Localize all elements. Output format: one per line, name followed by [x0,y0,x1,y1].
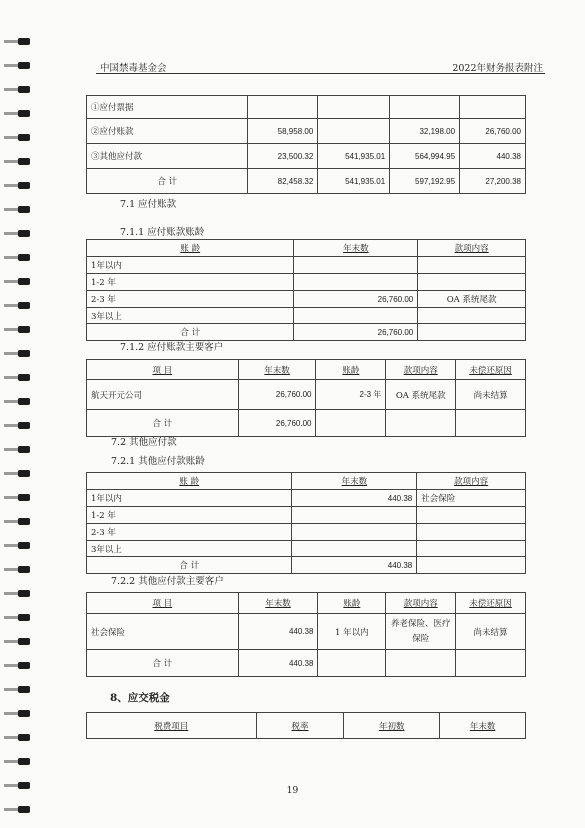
cell-value: 541,935.01 [318,144,390,169]
customer-name: 社会保险 [87,614,239,650]
binding-hole [18,86,30,93]
column-header: 项 目 [87,360,239,380]
column-header: 未偿还原因 [456,360,526,380]
cell-value: 27,200.38 [460,169,526,194]
column-header: 年末数 [292,473,417,490]
column-header: 款项内容 [417,473,526,490]
table-total-row [87,410,526,437]
table-total-row [87,650,526,677]
binding-hole [18,422,30,429]
column-header: 年末数 [294,240,418,257]
cell-value [418,274,526,291]
total-label: 合 计 [87,324,294,341]
binding-hole [18,542,30,549]
binding-hole [18,134,30,141]
table-row [87,274,526,291]
cell-value: 26,760.00 [294,324,418,341]
empty-cell [318,650,386,677]
column-header: 项 目 [87,593,239,614]
aging-bucket: 1-2 年 [87,507,292,524]
cell-value: OA 系统尾款 [386,380,456,410]
cell-value: 541,935.01 [318,169,390,194]
binding-hole [18,446,30,453]
binding-hole [18,158,30,165]
binding-hole [18,110,30,117]
column-header: 税费项目 [87,713,257,739]
cell-value: 564,994.95 [390,144,460,169]
cell-value: 23,500.32 [248,144,318,169]
cell-value [460,96,526,119]
op-aging-table [86,472,526,574]
cell-value [418,257,526,274]
empty-cell [456,410,526,437]
column-header: 年末数 [238,360,316,380]
binding-hole [18,326,30,333]
cell-value: 26,760.00 [460,119,526,144]
binding-hole [18,758,30,765]
ap-aging-table [86,239,526,341]
binding-hole [18,734,30,741]
tax-table [86,712,526,739]
table-row [87,257,526,274]
row-label: ③其他应付款 [87,144,248,169]
empty-cell [386,410,456,437]
cell-value: 597,192.95 [390,169,460,194]
table-row [87,490,526,507]
binding-hole [18,614,30,621]
column-header: 年初数 [344,713,440,739]
table-row [87,507,526,524]
table-header-row [87,713,526,739]
column-header: 年末数 [238,593,318,614]
binding-hole [18,350,30,357]
table-row [87,96,526,119]
binding-hole [18,62,30,69]
section-heading-7-1-2: 7.1.2 应付账款主要客户 [120,342,224,353]
section-heading-7-2: 7.2 其他应付款 [111,437,177,448]
cell-value: 1 年以内 [318,614,386,650]
cell-value [292,541,417,557]
cell-value [418,308,526,324]
binding-hole [18,302,30,309]
cell-value: 440.38 [292,490,417,507]
cell-value [417,557,526,574]
cell-value: 2-3 年 [316,380,386,410]
aging-bucket: 2-3 年 [87,291,294,308]
binding-hole [18,206,30,213]
binding-hole [18,398,30,405]
cell-value [417,524,526,541]
section-heading-8: 8、应交税金 [110,692,170,704]
payables-summary-table [86,95,526,194]
aging-bucket: 1年以内 [87,257,294,274]
cell-value [292,524,417,541]
table-row [87,380,526,410]
table-total-row [87,169,526,194]
customer-name: 航天开元公司 [87,380,239,410]
binding-hole [18,710,30,717]
aging-bucket: 1年以内 [87,490,292,507]
empty-cell [386,650,456,677]
cell-value [318,119,390,144]
section-heading-7-2-2: 7.2.2 其他应付款主要客户 [111,576,224,587]
column-header: 款项内容 [386,593,456,614]
cell-value: 32,198.00 [390,119,460,144]
table-total-row [87,557,526,574]
cell-value: 尚未结算 [456,380,526,410]
cell-value: OA 系统尾款 [418,291,526,308]
column-header: 账 龄 [87,240,294,257]
empty-cell [456,650,526,677]
binding-hole [18,182,30,189]
cell-value: 26,760.00 [238,410,316,437]
table-row [87,291,526,308]
binding-hole [18,38,30,45]
row-label: ②应付账款 [87,119,248,144]
total-label: 合 计 [87,169,248,194]
section-heading-7-1-1: 7.1.1 应付账款账龄 [120,227,205,238]
cell-value: 26,760.00 [294,291,418,308]
column-header: 款项内容 [418,240,526,257]
document-title: 2022年财务报表附注 [452,63,543,74]
total-label: 合 计 [87,557,292,574]
column-header: 账龄 [318,593,386,614]
binding-hole [18,638,30,645]
table-header-row [87,593,526,614]
page-number: 19 [286,786,299,796]
binding-hole [18,806,30,813]
table-row [87,614,526,650]
table-header-row [87,360,526,380]
row-label: ①应付票据 [87,96,248,119]
cell-value [318,96,390,119]
aging-bucket: 1-2 年 [87,274,294,291]
empty-cell [316,410,386,437]
column-header: 税率 [256,713,344,739]
cell-value [294,308,418,324]
cell-value: 社会保险 [417,490,526,507]
ap-customers-table [86,359,526,437]
cell-value: 尚未结算 [456,614,526,650]
cell-value [292,507,417,524]
column-header: 未偿还原因 [456,593,526,614]
binding-hole [18,662,30,669]
cell-value: 440.38 [238,614,318,650]
table-row [87,541,526,557]
cell-value: 440.38 [460,144,526,169]
cell-value: 440.38 [238,650,318,677]
binding-hole [18,470,30,477]
op-customers-table [86,592,526,677]
cell-value [294,274,418,291]
column-header: 年末数 [440,713,526,739]
binding-hole [18,374,30,381]
org-name: 中国禁毒基金会 [100,63,167,74]
binding-hole [18,518,30,525]
table-row [87,144,526,169]
table-total-row [87,324,526,341]
cell-value [248,96,318,119]
table-header-row [87,473,526,490]
total-label: 合 计 [87,650,239,677]
aging-bucket: 3年以上 [87,308,294,324]
cell-value [417,507,526,524]
cell-value: 养老保险、医疗保险 [386,614,456,650]
section-heading-7-2-1: 7.2.1 其他应付款账龄 [111,456,205,467]
table-row [87,524,526,541]
binding-hole [18,254,30,261]
cell-value [294,257,418,274]
table-row [87,119,526,144]
binding-hole [18,686,30,693]
total-label: 合 计 [87,410,239,437]
binding-hole [18,230,30,237]
cell-value [417,541,526,557]
column-header: 款项内容 [386,360,456,380]
cell-value: 58,958.00 [248,119,318,144]
header-rule [96,73,545,74]
cell-value: 440.38 [292,557,417,574]
binding-hole [18,590,30,597]
cell-value [390,96,460,119]
cell-value: 82,458.32 [248,169,318,194]
aging-bucket: 2-3 年 [87,524,292,541]
column-header: 账龄 [316,360,386,380]
section-heading-7-1: 7.1 应付账款 [120,199,177,210]
binding-hole [18,494,30,501]
column-header: 账 龄 [87,473,292,490]
cell-value: 26,760.00 [238,380,316,410]
table-row [87,308,526,324]
spiral-binding [0,0,36,828]
cell-value [418,324,526,341]
aging-bucket: 3年以上 [87,541,292,557]
table-header-row [87,240,526,257]
binding-hole [18,278,30,285]
binding-hole [18,566,30,573]
